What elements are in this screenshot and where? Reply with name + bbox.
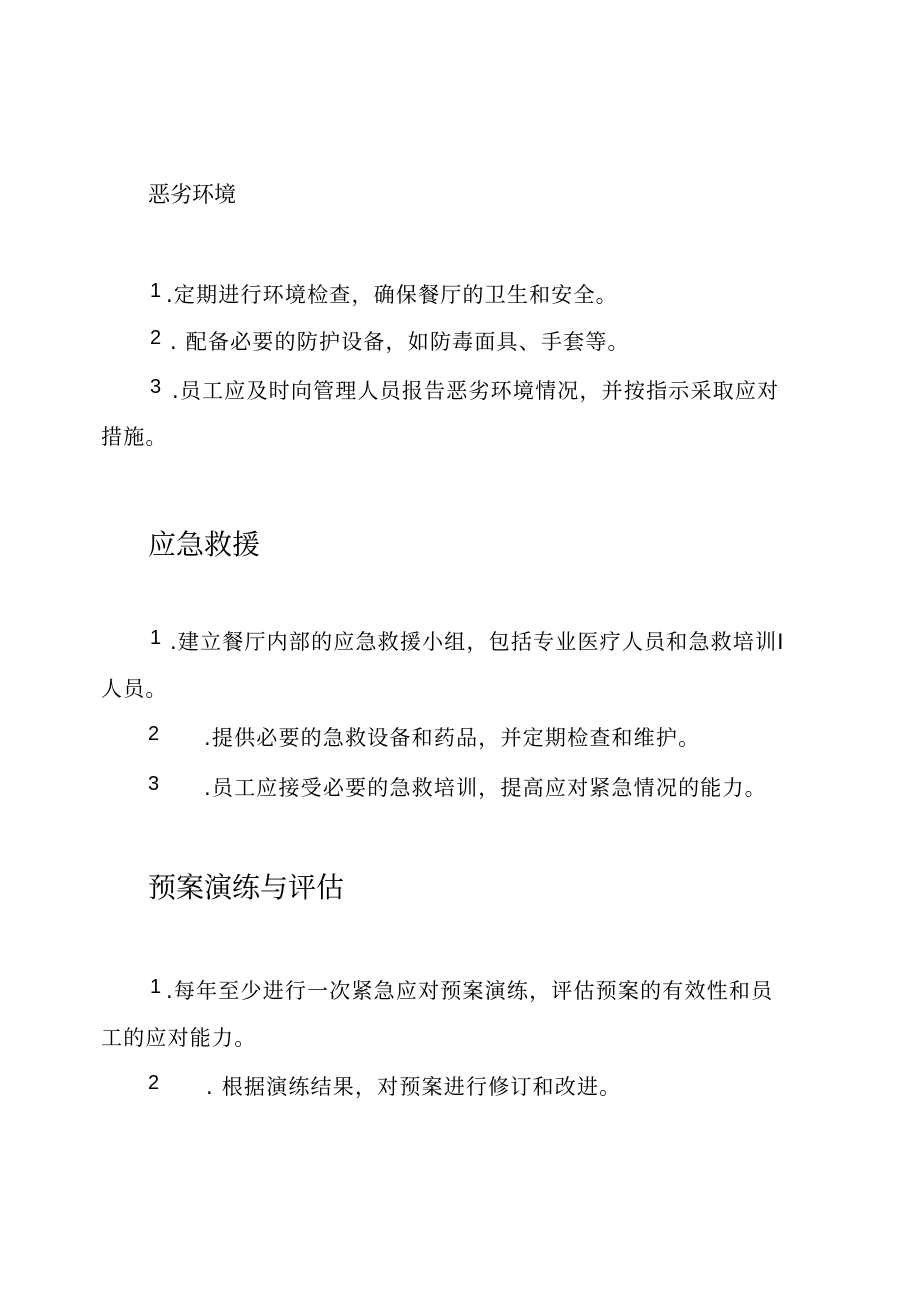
item-text-line: .员工应及时向管理人员报告恶劣环境情况，并按指示采取应对 xyxy=(172,379,780,403)
item-text-line: .提供必要的急救设备和药品，并定期检查和维护。 xyxy=(204,726,701,750)
item-text-line: .每年至少进行一次紧急应对预案演练，评估预案的有效性和员 xyxy=(166,979,774,1003)
item-number: 2 xyxy=(148,723,160,745)
item-text-line: .建立餐厅内部的应急救援小组，包括专业医疗人员和急救培训I xyxy=(170,630,785,654)
item-number: 1 xyxy=(150,976,162,998)
section-heading-drill-and-evaluation: 预案演练与评估 xyxy=(148,871,345,904)
item-text-line: . 配备必要的防护设备，如防毒面具、手套等。 xyxy=(170,330,630,354)
item-text-line: .员工应接受必要的急救培训，提高应对紧急情况的能力。 xyxy=(204,776,767,800)
section-heading-emergency-rescue: 应急救援 xyxy=(148,528,261,561)
item-number: 2 xyxy=(148,1072,160,1094)
item-text-line: 措施。 xyxy=(101,425,168,449)
item-number: 3 xyxy=(150,376,162,398)
section-heading-harsh-environment: 恶劣环境 xyxy=(148,183,237,208)
item-text-line: 人员。 xyxy=(101,677,168,701)
item-text-line: . 根据演练结果，对预案进行修订和改进。 xyxy=(206,1075,622,1099)
item-number: 1 xyxy=(150,280,162,302)
item-number: 2 xyxy=(150,327,162,349)
item-text-line: 工的应对能力。 xyxy=(101,1026,257,1050)
item-text-line: .定期进行环境检查，确保餐厅的卫生和安全。 xyxy=(166,283,618,307)
item-number: 3 xyxy=(148,773,160,795)
item-number: 1 xyxy=(150,627,162,649)
